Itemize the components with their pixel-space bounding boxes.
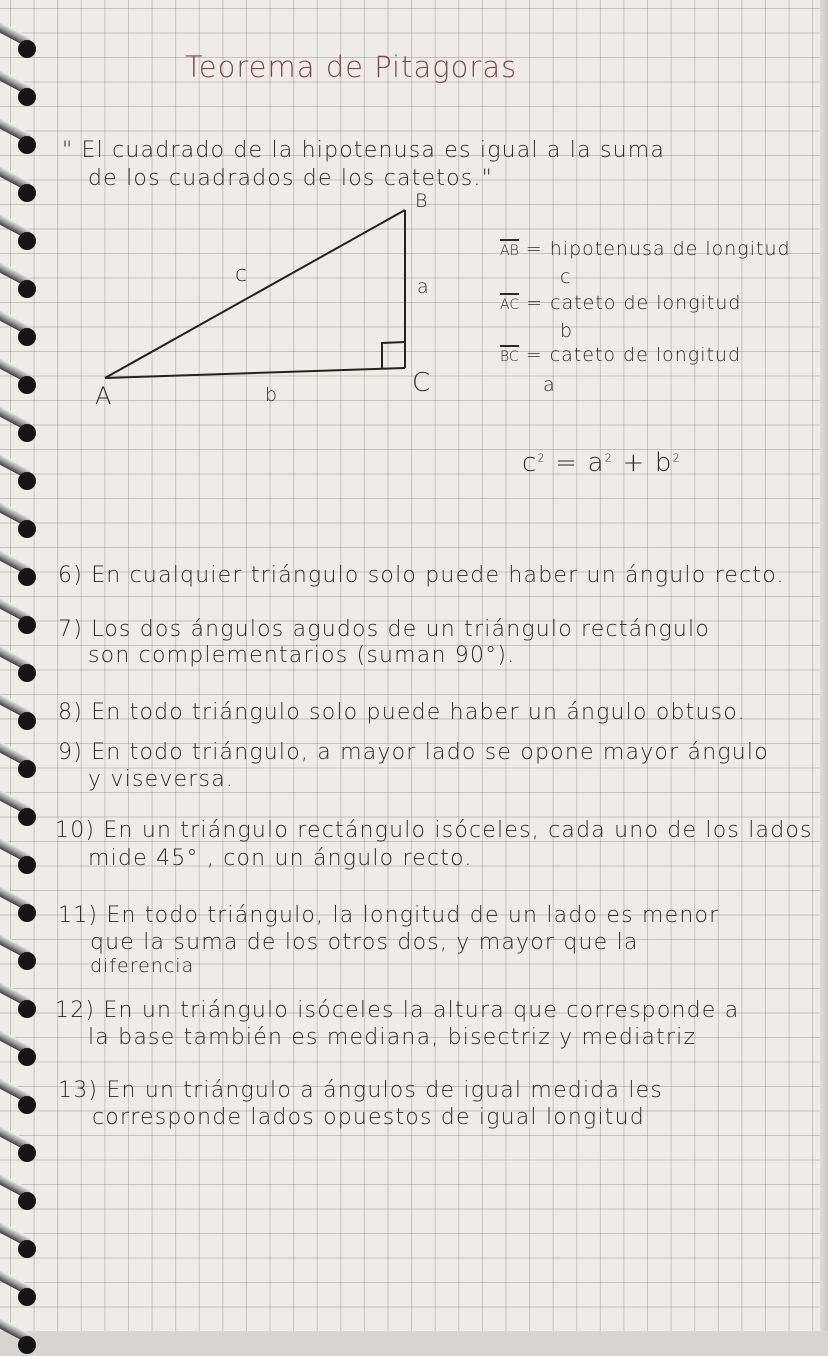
pythagorean-formula xyxy=(522,448,681,478)
definition-bc: BC = cateto de longitud xyxy=(500,344,742,366)
side-c-label: c xyxy=(235,262,249,287)
definition-bc-text: cateto de longitud xyxy=(549,344,742,366)
side-a-label: a xyxy=(417,276,430,298)
hypotenuse-line xyxy=(105,210,405,378)
property-7-line-2: son complementarios (suman 90°). xyxy=(88,643,516,668)
property-10-line-2: mide 45° , con un ángulo recto. xyxy=(88,846,473,871)
definition-ac-length: b xyxy=(560,320,574,342)
definition-ac-text: cateto de longitud xyxy=(550,292,742,314)
property-13: 13) En un triángulo a ángulos de igual medida les xyxy=(58,1078,664,1103)
formula-a: a xyxy=(587,448,605,478)
side-b-label: b xyxy=(265,384,279,406)
property-13-line-2: corresponde lados opuestos de igual longitud xyxy=(92,1105,645,1130)
definition-ab: AB = hipotenusa de longitud xyxy=(500,238,791,260)
formula-equals: = xyxy=(555,448,579,478)
property-12: 12) En un triángulo isóceles la altura que corresponde a xyxy=(55,998,740,1023)
property-11: 11) En todo triángulo, la longitud de un lado es menor xyxy=(58,903,720,928)
property-11-line-2: que la suma de los otros dos, y mayor que la xyxy=(90,930,639,955)
property-11-line-3: diferencia xyxy=(90,955,195,977)
vertex-a-label: A xyxy=(95,382,113,410)
quote-line-2: de los cuadrados de los catetos." xyxy=(88,166,493,191)
property-12-line-2: la base también es mediana, bisectriz y mediatriz xyxy=(88,1025,697,1050)
base-leg-line xyxy=(105,368,405,378)
definition-ab-length: c xyxy=(560,266,572,288)
property-6: 6) En cualquier triángulo solo puede haber un ángulo recto. xyxy=(58,563,785,588)
segment-ac: AC xyxy=(500,293,519,313)
property-7: 7) Los dos ángulos agudos de un triángulo rectángulo xyxy=(58,617,711,642)
segment-bc: BC xyxy=(500,345,519,365)
property-9-line-2: y viseversa. xyxy=(88,767,235,792)
formula-plus: + xyxy=(622,448,646,478)
vertex-b-label: B xyxy=(415,190,429,212)
right-angle-mark xyxy=(382,342,405,368)
exponent: 2 xyxy=(537,451,546,465)
exponent: 2 xyxy=(604,451,613,465)
property-10: 10) En un triángulo rectángulo isóceles, cada uno de los lados xyxy=(55,818,813,843)
formula-b: b xyxy=(654,448,673,478)
formula-c: c xyxy=(522,448,538,478)
definition-ac: AC = cateto de longitud xyxy=(500,292,742,314)
exponent: 2 xyxy=(672,451,681,465)
definition-bc-length: a xyxy=(543,374,556,396)
page-title: Teorema de Pitagoras xyxy=(185,50,518,84)
quote-line-1: " El cuadrado de la hipotenusa es igual a la suma xyxy=(62,138,666,163)
property-8: 8) En todo triángulo solo puede haber un ángulo obtuso. xyxy=(58,700,746,725)
vertex-c-label: C xyxy=(412,368,432,398)
property-9: 9) En todo triángulo, a mayor lado se opone mayor ángulo xyxy=(58,740,769,765)
segment-ab: AB xyxy=(500,239,519,259)
definition-ab-text: hipotenusa de longitud xyxy=(549,238,791,260)
